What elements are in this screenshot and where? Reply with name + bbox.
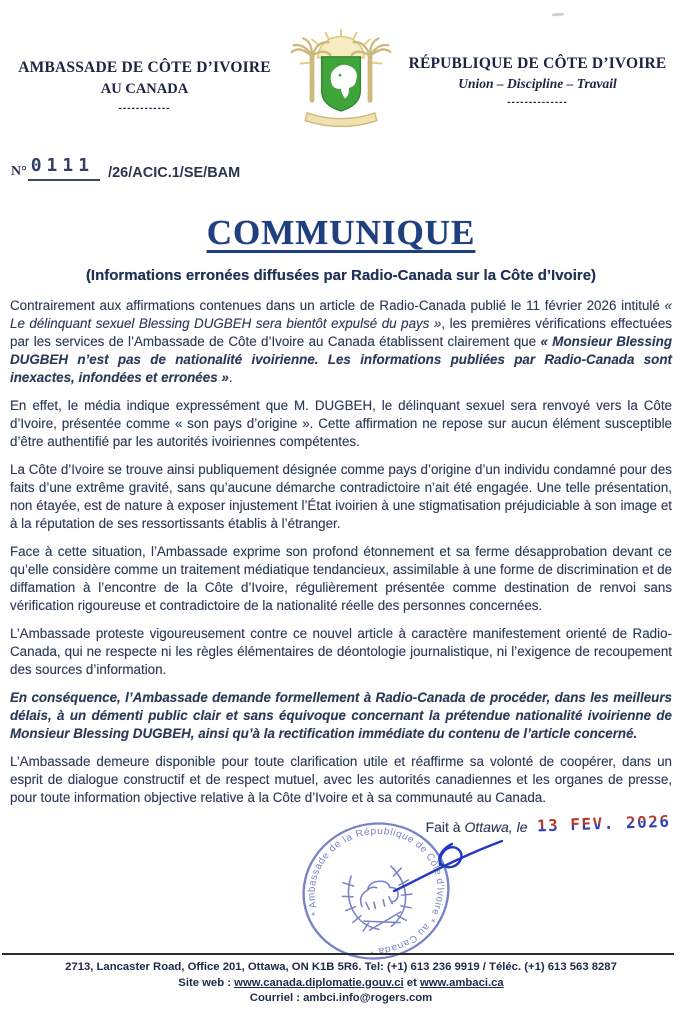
reference-suffix: /26/ACIC.1/SE/BAM (108, 165, 241, 181)
embassy-name-line2: AU CANADA (100, 81, 189, 97)
republic-block (402, 55, 673, 108)
paragraph-1: Contrairement aux affirmations contenues dans un article de Radio-Canada publié le 11 février 2026 intitulé « Le délinquant sexuel Blessing DUGBEH sera bientôt expulsé du pays », les premières vérifications effectuées par les services de l’Ambassade de Côte d’Ivoire au Canada établissent clairement que « Monsieur Blessing DUGBEH n’est pas de nationalité ivoirienne. Les informations publiées par Radio-Canada sont inexactes, infondées et erronées ». (10, 298, 673, 385)
footer-web-label: Site web : (178, 976, 235, 989)
paragraph-4: Face à cette situation, l’Ambassade exprime son profond étonnement et sa ferme désapprobation devant ce qu’elle considère comme un traitement médiatique tendancieux, assimilable à une forme de discrimination et de diffamation à l’encontre de la Côte d’Ivoire, régulièrement présentée comme destination de renvoi sans vérification rigoureuse et contradictoire de la nationalité réelle des personnes concernées. (10, 544, 672, 613)
divider-dashes-left: ------------ (118, 103, 171, 114)
paragraph-2: En effet, le média indique expressément que M. DUGBEH, le délinquant sexuel sera renvoyé vers la Côte d’Ivoire, présentée comme « son pays d’origine ». Cette affirmation ne repose sur aucun élément susceptible d’être authentifié par les autorités ivoiriennes compétentes. (10, 398, 672, 449)
dateline-prefix: Fait à (425, 819, 461, 835)
page-subtitle: (Informations erronées diffusées par Radio-Canada sur la Côte d’Ivoire) (85, 267, 597, 284)
website-link-1: www.canada.diplomatie.gouv.ci (234, 976, 404, 989)
footer (0, 953, 682, 1007)
signature-icon (388, 833, 508, 903)
website-link-2: www.ambaci.ca (419, 976, 504, 989)
dateline-place: Ottawa, le (464, 819, 528, 835)
paragraph-3: La Côte d’Ivoire se trouve ainsi publiquement désignée comme pays d’origine d’un individu condamné pour des faits d’une extrême gravité, sans qu’aucune démarche contradictoire n’ait été engagée. Une telle présentation, non étayée, est de nature à exposer injustement l’État ivoirien à une stigmatisation préjudiciable à son image et à la réputation de ses ressortissants établis à l’étranger. (10, 462, 672, 531)
footer-web-line (0, 976, 682, 992)
reference-line (11, 156, 673, 183)
republic-motto: Union – Discipline – Travail (458, 76, 617, 91)
footer-web-separator: et (403, 976, 420, 989)
reference-stamped-number: 0111 (28, 155, 100, 181)
footer-email: Courriel : ambci.info@rogers.com (249, 992, 433, 1004)
republic-name: RÉPUBLIQUE DE CÔTE D’IVOIRE (408, 55, 667, 72)
footer-divider (2, 953, 674, 955)
letterhead (9, 26, 673, 136)
scan-artifact-mark (552, 13, 564, 17)
document-body (10, 297, 672, 807)
paragraph-6: En conséquence, l’Ambassade demande formellement à Radio-Canada de procéder, dans les meilleurs délais, à un démenti public clair et sans équivoque concernant la prétendue nationalité ivoirienne de Monsieur Blessing DUGBEH, ainsi qu’à la rectification immédiate du contenu de l’article concerné. (10, 690, 672, 741)
reference-no-label: N° (11, 164, 27, 179)
paragraph-7: L’Ambassade demeure disponible pour toute clarification utile et réaffirme sa volonté de coopérer, dans un esprit de dialogue constructif et de respect mutuel, avec les autorités canadiennes et les organes de presse, pour toute information objective relative à la Côte d’Ivoire et à sa communauté au Canada. (10, 754, 672, 805)
paragraph-5: L’Ambassade proteste vigoureusement contre ce nouvel article à caractère manifestement orienté de Radio-Canada, qui ne respecte ni les règles élémentaires de déontologie journalistique, ni l’exigence de recoupement des sources d’information. (10, 626, 672, 677)
page-title: COMMUNIQUE (206, 213, 476, 252)
date-stamp: 13 FEV. 2026 (537, 811, 672, 836)
divider-dashes-right: -------------- (507, 97, 568, 108)
embassy-name-block (9, 59, 280, 114)
seal-ring-text: * Ambassade de la République de Côte d’Ivoire * au Canada * (306, 826, 446, 957)
embassy-name-line1: AMBASSADE DE CÔTE D’IVOIRE (18, 59, 271, 76)
footer-address: 2713, Lancaster Road, Office 201, Ottawa, ON K1B 5R6. Tel: (+1) 613 236 9919 / Téléc. (+1) 613 563 8287 (65, 961, 617, 973)
coat-of-arms-icon (280, 26, 402, 136)
